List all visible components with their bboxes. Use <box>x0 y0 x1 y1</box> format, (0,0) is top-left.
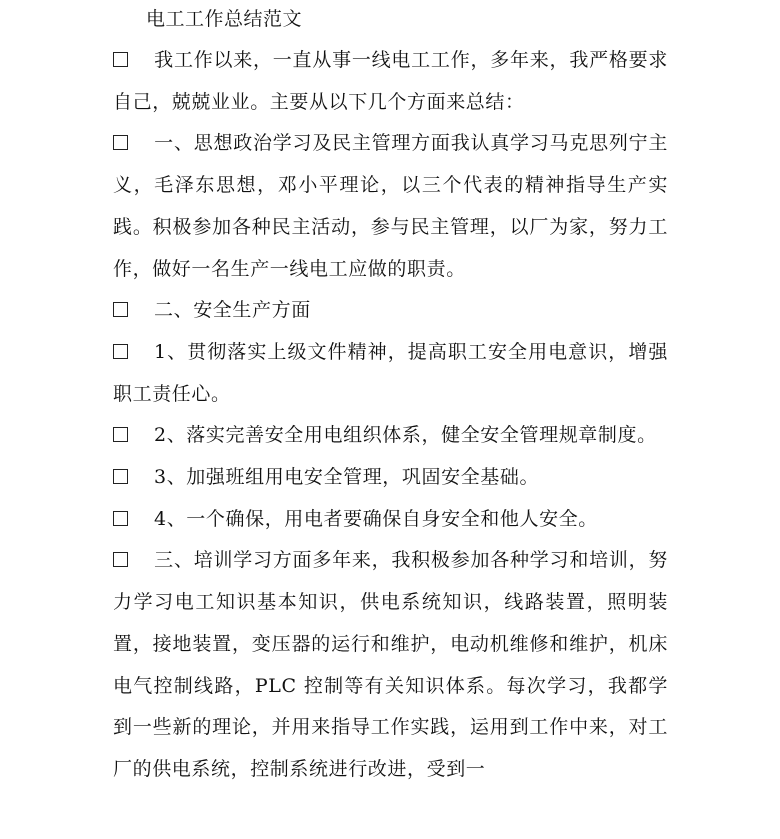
checkbox-icon <box>113 511 128 526</box>
checkbox-icon <box>113 552 128 567</box>
checkbox-icon <box>113 302 128 317</box>
paragraph-text: 1、贯彻落实上级文件精神，提高职工安全用电意识，增强职工责任心。 <box>113 340 668 405</box>
paragraph <box>113 540 668 790</box>
paragraph <box>113 123 668 290</box>
paragraph <box>113 290 668 332</box>
paragraph <box>113 332 668 415</box>
paragraph-text: 三、培训学习方面多年来，我积极参加各种学习和培训，努力学习电工知识基本知识，供电系统知识，线路装置，照明装置，接地装置，变压器的运行和维护，电动机维修和维护，机床电气控制线路，PLC 控制等有关知识体系。每次学习，我都学到一些新的理论，并用来指导工作实践，运用到工作中来，对工厂的供电系统，控制系统进行改进，受到一 <box>113 549 668 780</box>
checkbox-icon <box>113 469 128 484</box>
checkbox-icon <box>113 427 128 442</box>
checkbox-icon <box>113 135 128 150</box>
paragraph <box>113 499 668 541</box>
paragraph-text: 3、加强班组用电安全管理，巩固安全基础。 <box>154 466 540 489</box>
paragraph-text: 二、安全生产方面 <box>154 299 311 322</box>
paragraph <box>113 415 668 457</box>
checkbox-icon <box>113 344 128 359</box>
paragraph-text: 一、思想政治学习及民主管理方面我认真学习马克思列宁主义，毛泽东思想，邓小平理论，以三个代表的精神指导生产实践。积极参加各种民主活动，参与民主管理，以厂为家，努力工作，做好一名生产一线电工应做的职责。 <box>113 132 668 280</box>
document-title: 电工工作总结范文 <box>146 8 303 30</box>
paragraph-text: 2、落实完善安全用电组织体系，健全安全管理规章制度。 <box>154 424 657 447</box>
paragraph <box>113 40 668 123</box>
checkbox-icon <box>113 52 128 67</box>
paragraph <box>113 457 668 499</box>
paragraph-text: 4、一个确保，用电者要确保自身安全和他人安全。 <box>154 507 598 530</box>
document-body <box>113 40 668 791</box>
paragraph-text: 我工作以来，一直从事一线电工工作，多年来，我严格要求自己，兢兢业业。主要从以下几个方面来总结： <box>113 49 668 113</box>
